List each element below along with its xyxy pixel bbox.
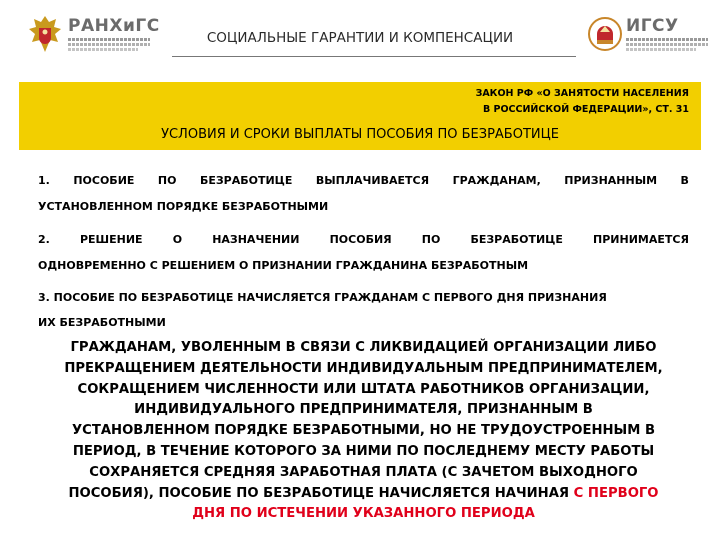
section-banner — [19, 82, 701, 150]
conditions-paragraph — [38, 338, 689, 525]
word: ПО — [157, 174, 177, 187]
logo-caption-line — [626, 43, 708, 46]
logo-caption-line — [626, 48, 696, 51]
list-item-1-line1 — [38, 174, 689, 187]
paragraph-line: ПРЕКРАЩЕНИЕМ ДЕЯТЕЛЬНОСТИ ИНДИВИДУАЛЬНЫМ ПРЕДПРИНИМАТЕЛЕМ, — [64, 360, 663, 376]
word: НАЗНАЧЕНИИ — [212, 233, 300, 246]
word: ВЫПЛАЧИВАЕТСЯ — [315, 174, 430, 187]
word: ПОСОБИЯ — [329, 233, 392, 246]
paragraph-line: УСТАНОВЛЕННОМ ПОРЯДКЕ БЕЗРАБОТНЫМИ, НО НЕ ТРУДОУСТРОЕННЫМ В — [71, 423, 655, 439]
word: ПО — [421, 233, 441, 246]
law-reference-line: ЗАКОН РФ «О ЗАНЯТОСТИ НАСЕЛЕНИЯ — [475, 88, 689, 99]
word: О — [172, 233, 183, 246]
logo-caption-line — [68, 48, 138, 51]
title-underline — [172, 56, 576, 57]
word: ГРАЖДАНАМ, — [452, 174, 541, 187]
logo-caption-line — [626, 38, 708, 41]
paragraph-line: СОКРАЩЕНИЕМ ЧИСЛЕННОСТИ ИЛИ ШТАТА РАБОТНИКОВ ОРГАНИЗАЦИИ, — [77, 381, 650, 397]
list-item-3-line2: ИХ БЕЗРАБОТНЫМИ — [38, 316, 166, 329]
ranepa-wordmark: РАНХиГС — [68, 16, 160, 36]
list-item-2-line1 — [38, 233, 689, 246]
word: БЕЗРАБОТИЦЕ — [199, 174, 293, 187]
word: БЕЗРАБОТИЦЕ — [470, 233, 563, 246]
paragraph-line: ПЕРИОД, В ТЕЧЕНИЕ КОТОРОГО ЗА НИМИ ПО ПОСЛЕДНЕМУ МЕСТУ РАБОТЫ — [72, 443, 655, 459]
law-reference — [429, 86, 689, 118]
paragraph-line — [38, 484, 689, 505]
section-title: УСЛОВИЯ И СРОКИ ВЫПЛАТЫ ПОСОБИЯ ПО БЕЗРАБОТИЦЕ — [161, 127, 559, 142]
paragraph-text: ПОСОБИЯ), ПОСОБИЕ ПО БЕЗРАБОТИЦЕ НАЧИСЛЯЕТСЯ НАЧИНАЯ — [68, 485, 574, 501]
word: РЕШЕНИЕ — [79, 233, 143, 246]
word: ПОСОБИЕ — [73, 174, 135, 187]
eagle-emblem-icon — [28, 14, 62, 54]
igsu-wordmark: ИГСУ — [626, 16, 679, 36]
page-title: СОЦИАЛЬНЫЕ ГАРАНТИИ И КОМПЕНСАЦИИ — [206, 30, 514, 46]
word: 2. — [38, 233, 50, 246]
slide-header — [0, 0, 720, 70]
list-item-2-line2: ОДНОВРЕМЕННО С РЕШЕНИЕМ О ПРИЗНАНИИ ГРАЖДАНИНА БЕЗРАБОТНЫМ — [38, 259, 529, 272]
word: В — [680, 174, 689, 187]
round-seal-icon — [588, 14, 622, 54]
logo-caption-line — [68, 43, 150, 46]
paragraph-line: ГРАЖДАНАМ, УВОЛЕННЫМ В СВЯЗИ С ЛИКВИДАЦИЕЙ ОРГАНИЗАЦИИ ЛИБО — [70, 340, 657, 355]
law-reference-line: В РОССИЙСКОЙ ФЕДЕРАЦИИ», СТ. 31 — [482, 104, 689, 115]
ranepa-logo — [28, 14, 168, 56]
word: ПРИЗНАННЫМ — [564, 174, 658, 187]
logo-caption-line — [68, 38, 150, 41]
word: ПРИНИМАЕТСЯ — [593, 233, 689, 246]
word: 1. — [38, 174, 50, 187]
list-item-1-line2: УСТАНОВЛЕННОМ ПОРЯДКЕ БЕЗРАБОТНЫМИ — [38, 200, 329, 213]
igsu-logo — [588, 14, 716, 56]
list-item-3-line1: 3. ПОСОБИЕ ПО БЕЗРАБОТИЦЕ НАЧИСЛЯЕТСЯ ГРАЖДАНАМ С ПЕРВОГО ДНЯ ПРИЗНАНИЯ — [38, 291, 607, 304]
paragraph-line: ИНДИВИДУАЛЬНОГО ПРЕДПРИНИМАТЕЛЯ, ПРИЗНАННЫМ В — [134, 402, 593, 418]
highlighted-text: ДНЯ ПО ИСТЕЧЕНИИ УКАЗАННОГО ПЕРИОДА — [192, 506, 535, 522]
paragraph-line: СОХРАНЯЕТСЯ СРЕДНЯЯ ЗАРАБОТНАЯ ПЛАТА (С ЗАЧЕТОМ ВЫХОДНОГО — [89, 464, 638, 480]
highlighted-text: С ПЕРВОГО — [573, 485, 659, 501]
